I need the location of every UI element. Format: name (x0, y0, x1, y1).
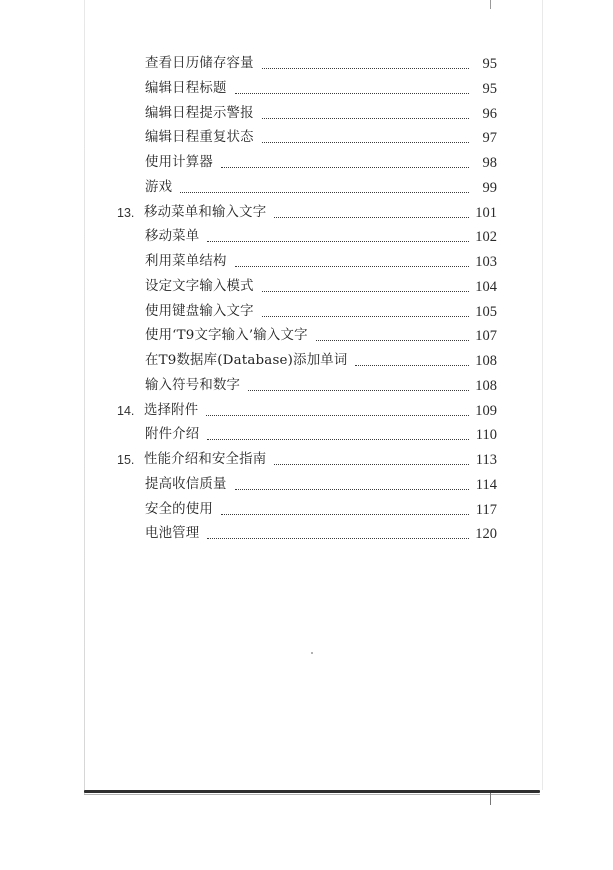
toc-section-entry (0, 500, 613, 520)
toc-dot-leader (262, 291, 469, 292)
toc-chapter-number: 14. (117, 403, 135, 418)
toc-chapter-entry (0, 401, 613, 421)
toc-entry-line (145, 351, 497, 371)
toc-entry-title: 利用菜单结构 (145, 254, 227, 269)
toc-entry-title: 输入符号和数字 (145, 377, 241, 393)
toc-section-entry (0, 79, 613, 99)
toc-entry-line (117, 401, 497, 421)
toc-page-number: 97 (482, 130, 497, 147)
toc-dot-leader (262, 316, 469, 317)
toc-dot-leader (180, 192, 469, 193)
toc-page-number: 98 (482, 155, 497, 171)
toc-entry-title: 附件介绍 (145, 427, 200, 443)
toc-dot-leader (235, 489, 469, 490)
toc-page-number: 110 (475, 427, 497, 444)
toc-chapter-number: 13. (117, 205, 135, 220)
toc-entry-title: 使用‘T9文字输入’输入文字 (145, 328, 308, 344)
toc-entry-line (145, 153, 497, 173)
toc-entry-title: 性能介绍和安全指南 (144, 452, 267, 467)
toc-page-number: 108 (475, 377, 497, 394)
toc-entry-title: 选择附件 (144, 402, 199, 418)
toc-entry-title: 编辑日程标题 (145, 80, 227, 96)
toc-page-number: 96 (482, 105, 497, 122)
toc-page-number: 95 (482, 56, 497, 72)
toc-section-entry (0, 227, 613, 247)
toc-dot-leader (207, 241, 469, 242)
toc-entry-title: 编辑日程重复状态 (145, 130, 254, 146)
toc-entry-line (145, 79, 497, 99)
toc-entry-line (145, 178, 497, 198)
toc-page-number: 103 (475, 254, 497, 270)
toc-page-number: 107 (475, 328, 497, 345)
toc-page-number: 108 (475, 353, 497, 369)
toc-dot-leader (355, 365, 469, 366)
toc-entry-title: 设定文字输入模式 (145, 278, 254, 294)
footer-rule (84, 790, 540, 793)
toc-section-entry (0, 326, 613, 346)
toc-entry-line (145, 104, 497, 124)
toc-dot-leader (248, 390, 469, 391)
toc-entry-title: 使用键盘输入文字 (145, 303, 254, 319)
toc-section-entry (0, 178, 613, 198)
crop-mark-bottom (490, 793, 491, 805)
toc-entry-title: 移动菜单 (145, 229, 200, 245)
toc-entry-line (145, 425, 497, 445)
toc-section-entry (0, 376, 613, 396)
toc-page-number: 104 (475, 278, 497, 295)
toc-section-entry (0, 277, 613, 297)
toc-section-entry (0, 351, 613, 371)
toc-section-entry (0, 104, 613, 124)
toc-section-entry (0, 153, 613, 173)
toc-section-entry (0, 54, 613, 74)
toc-dot-leader (207, 439, 469, 440)
toc-page-number: 105 (475, 303, 497, 320)
toc-dot-leader (274, 464, 469, 465)
toc-entry-line (145, 252, 497, 272)
scan-speck (311, 652, 313, 654)
toc-entry-line (145, 277, 497, 297)
toc-dot-leader (235, 93, 469, 94)
toc-page-number: 114 (475, 476, 497, 493)
toc-page-number: 99 (482, 179, 497, 196)
toc-page-number: 95 (482, 80, 497, 97)
toc-dot-leader (207, 538, 469, 539)
toc-entry-line (145, 302, 497, 322)
toc-entry-line (145, 227, 497, 247)
toc-entry-title: 在T9数据库(Database)添加单词 (145, 353, 348, 368)
toc-entry-line (145, 376, 497, 396)
toc-dot-leader (262, 118, 469, 119)
toc-dot-leader (316, 340, 469, 341)
footer-rule-shadow (84, 794, 540, 795)
toc-entry-title: 移动菜单和输入文字 (144, 204, 267, 220)
toc-dot-leader (262, 142, 469, 143)
toc-page-number: 120 (475, 526, 497, 543)
toc-page-number: 102 (475, 229, 497, 246)
toc-page-number: 113 (475, 452, 497, 468)
toc-entry-title: 使用计算器 (145, 155, 213, 170)
toc-chapter-number: 15. (117, 453, 135, 467)
toc-dot-leader (262, 68, 469, 69)
toc-page-number: 109 (475, 402, 497, 419)
toc-section-entry (0, 524, 613, 544)
toc-entry-line (145, 54, 497, 74)
toc-entry-line (145, 475, 497, 495)
toc-section-entry (0, 475, 613, 495)
toc-entry-line (117, 450, 497, 470)
toc-section-entry (0, 425, 613, 445)
toc-entry-title: 游戏 (145, 179, 173, 195)
toc-entry-title: 安全的使用 (145, 501, 213, 517)
toc-entry-line (117, 203, 497, 223)
toc-entry-line (145, 326, 497, 346)
toc-section-entry (0, 302, 613, 322)
toc-dot-leader (274, 217, 469, 218)
crop-mark-top (490, 0, 491, 9)
toc-entry-title: 编辑日程提示警报 (145, 105, 254, 121)
toc-entry-title: 提高收信质量 (145, 476, 227, 492)
toc-dot-leader (221, 167, 469, 168)
toc-page-number: 101 (475, 204, 497, 221)
toc-entry-line (145, 500, 497, 520)
toc-dot-leader (235, 266, 469, 267)
toc-dot-leader (221, 514, 469, 515)
toc-section-entry (0, 252, 613, 272)
toc-entry-line (145, 128, 497, 148)
toc-dot-leader (206, 415, 469, 416)
toc-entry-line (145, 524, 497, 544)
toc-page-number: 117 (475, 501, 497, 518)
toc-section-entry (0, 128, 613, 148)
toc-chapter-entry (0, 203, 613, 223)
toc-entry-title: 电池管理 (145, 526, 200, 542)
toc-entry-title: 查看日历储存容量 (145, 56, 254, 71)
toc-chapter-entry (0, 450, 613, 470)
